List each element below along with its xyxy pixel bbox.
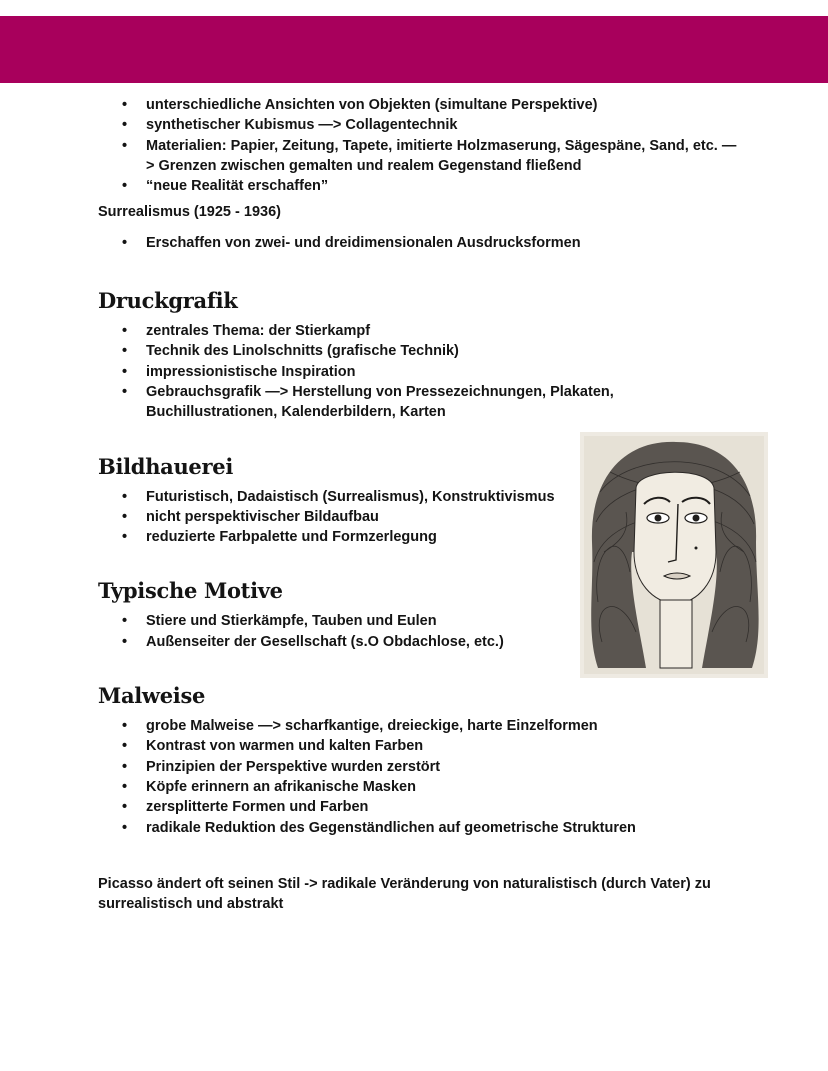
list-item: • Technik des Linolschnitts (grafische Technik) [98,341,738,361]
list-item: • impressionistische Inspiration [98,362,738,382]
intro-list [98,95,738,196]
list-item: • unterschiedliche Ansichten von Objekten (simultane Perspektive) [98,95,738,115]
surrealismus-heading: Surrealismus (1925 - 1936) [98,204,281,221]
list-item: • radikale Reduktion des Gegenständlichen auf geometrische Strukturen [98,818,738,838]
list-item: • Kontrast von warmen und kalten Farben [98,736,738,756]
list-item: • Erschaffen von zwei- und dreidimensionalen Ausdrucksformen [98,233,738,253]
list-item: • Stiere und Stierkämpfe, Tauben und Eulen [98,611,738,631]
list-item: • Gebrauchsgrafik —> Herstellung von Pressezeichnungen, Plakaten, Buchillustrationen, Kalenderbildern, Karten [98,382,738,423]
malweise-list [98,716,738,838]
portrait-drawing [580,432,768,678]
list-item: • Prinzipien der Perspektive wurden zerstört [98,757,738,777]
header-banner [0,16,828,83]
surrealismus-list [98,233,738,253]
list-item: • Köpfe erinnern an afrikanische Masken [98,777,738,797]
list-item: • Futuristisch, Dadaistisch (Surrealismus), Konstruktivismus [98,487,738,507]
malweise-section [98,682,738,838]
malweise-heading: Malweise [98,683,206,709]
list-item: • Materialien: Papier, Zeitung, Tapete, imitierte Holzmaserung, Sägespäne, Sand, etc. —> Grenzen zwischen gemalten und realem Gegenstand fließend [98,136,738,177]
closing-paragraph: Picasso ändert oft seinen Stil -> radikale Veränderung von naturalistisch (durch Vater) zu surrealistisch und abstrakt [98,875,711,913]
list-item: • reduzierte Farbpalette und Formzerlegung [98,527,738,547]
motive-heading: Typische Motive [98,578,283,604]
list-item: • zersplitterte Formen und Farben [98,797,738,817]
list-item: • nicht perspektivischer Bildaufbau [98,507,738,527]
list-item: • Außenseiter der Gesellschaft (s.O Obdachlose, etc.) [98,632,738,652]
list-item: • synthetischer Kubismus —> Collagentechnik [98,115,738,135]
druckgrafik-heading: Druckgrafik [98,288,238,314]
druckgrafik-section [98,287,738,422]
druckgrafik-list [98,321,738,422]
bildhauerei-heading: Bildhauerei [98,453,233,479]
list-item: • “neue Realität erschaffen” [98,176,738,196]
list-item: • zentrales Thema: der Stierkampf [98,321,738,341]
list-item: • grobe Malweise —> scharfkantige, dreieckige, harte Einzelformen [98,716,738,736]
